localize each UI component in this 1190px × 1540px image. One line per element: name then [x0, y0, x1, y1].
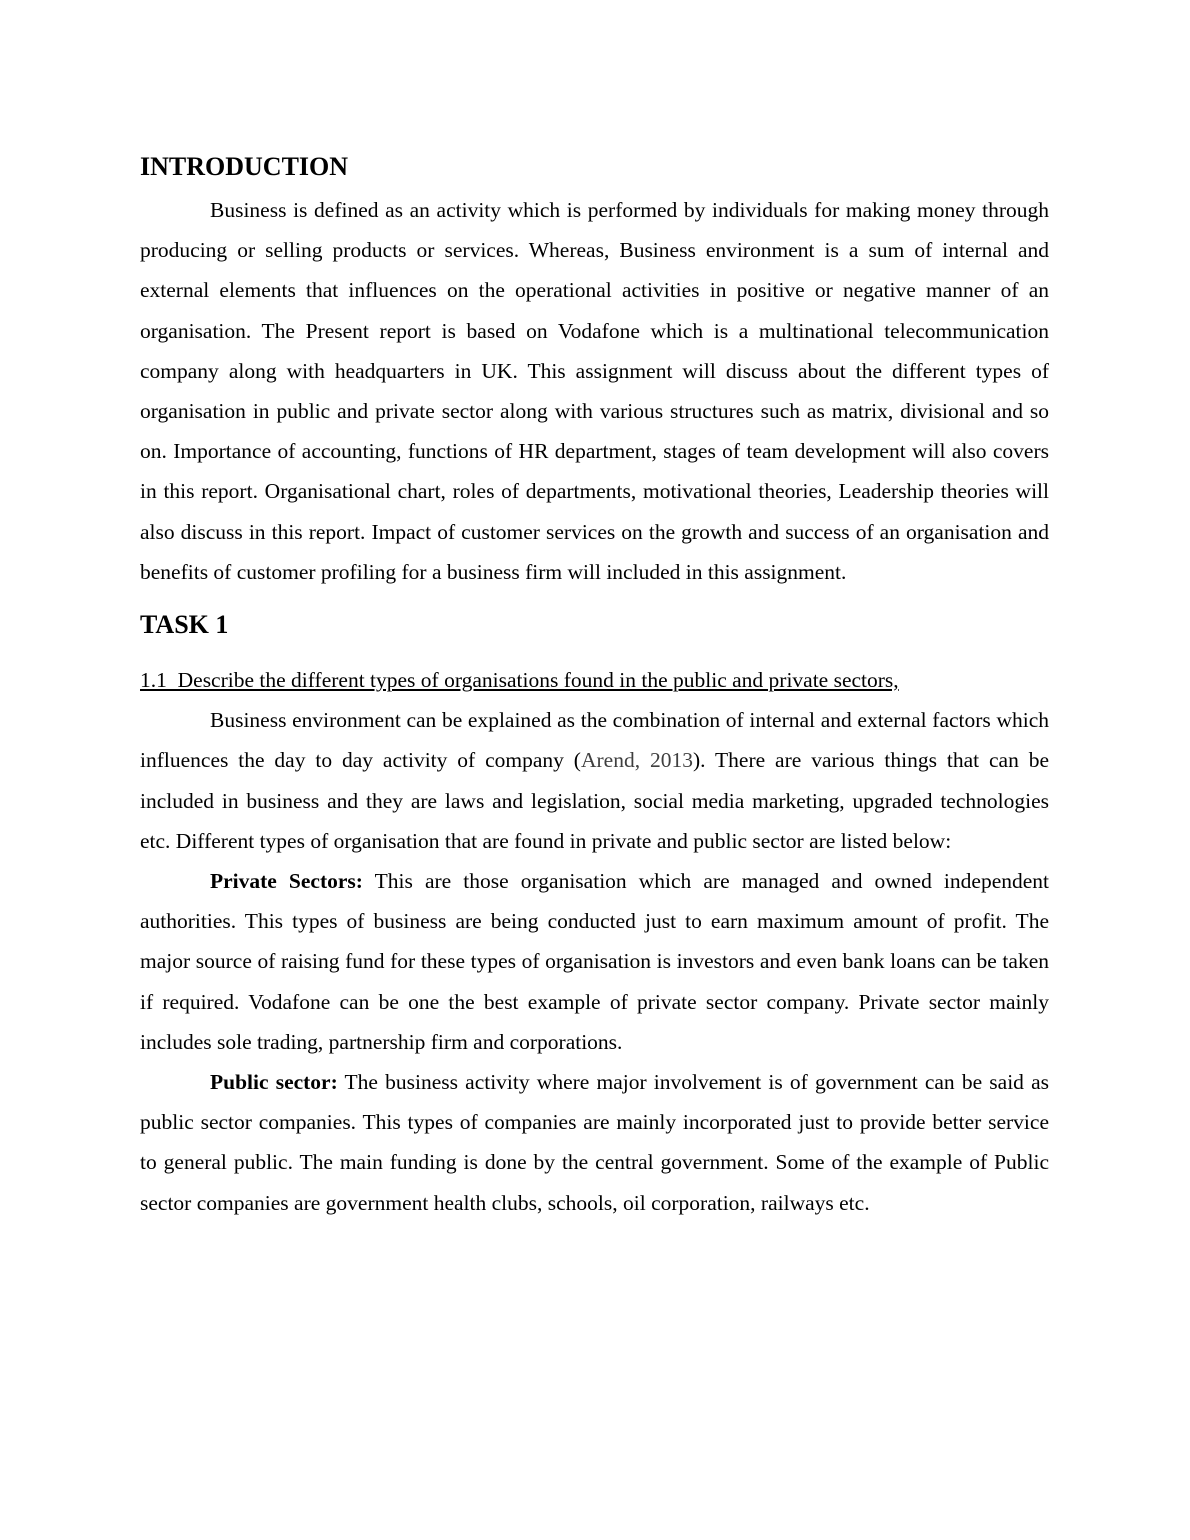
private-sector-text: This are those organisation which are managed and owned independent authorities. This types of business are being conducted just to earn maximum amount of profit. The major source of raising fund for these types of organisation is investors and even bank loans can be taken if required. Vodafone can be one the best example of private sector company. Private sector mainly includes sole trading, partnership firm and corporations. — [140, 869, 1050, 1054]
private-sector-label: Private Sectors: — [210, 869, 363, 894]
public-sector-paragraph — [140, 1062, 1049, 1223]
paragraph-text-end: ). There are various things that can be included in business and they are laws and legislation, social media marketing, upgraded technologies etc. Different types of organisation that are found in private and public sector are listed below: — [140, 748, 1050, 853]
business-environment-paragraph — [140, 700, 1049, 861]
citation: Arend, 2013 — [580, 748, 693, 773]
task-1-heading: TASK 1 — [140, 610, 229, 640]
document-page — [140, 148, 1049, 1223]
introduction-heading: INTRODUCTION — [140, 152, 349, 181]
public-sector-text: The business activity where major involvement is of government can be said as public sector companies. This types of companies are mainly incorporated just to provide better service to general public. The main funding is done by the central government. Some of the example of Public sector companies are government health clubs, schools, oil corporation, railways etc. — [140, 1070, 1049, 1215]
paragraph-text-start: Business environment can be explained as the combination of internal and external factors which influences the day to day activity of company ( — [140, 708, 1049, 773]
public-sector-label: Public sector: — [210, 1070, 338, 1095]
section-1-1-subheading: 1.1 Describe the different types of organisations found in the public and private sectors, — [140, 668, 899, 693]
introduction-paragraph: Business is defined as an activity which is performed by individuals for making money through producing or selling products or services. Whereas, Business environment is a sum of internal and external elements that influences on the operational activities in positive or negative manner of an organisation. The Present report is based on Vodafone which is a multinational telecommunication company along with headquarters in UK. This assignment will discuss about the different types of organisation in public and private sector along with various structures such as matrix, divisional and so on. Importance of accounting, functions of HR department, stages of team development will also covers in this report. Organisational chart, roles of departments, motivational theories, Leadership theories will also discuss in this report. Impact of customer services on the growth and success of an organisation and benefits of customer profiling for a business firm will included in this assignment. — [140, 198, 1049, 584]
private-sector-paragraph — [140, 861, 1049, 1062]
